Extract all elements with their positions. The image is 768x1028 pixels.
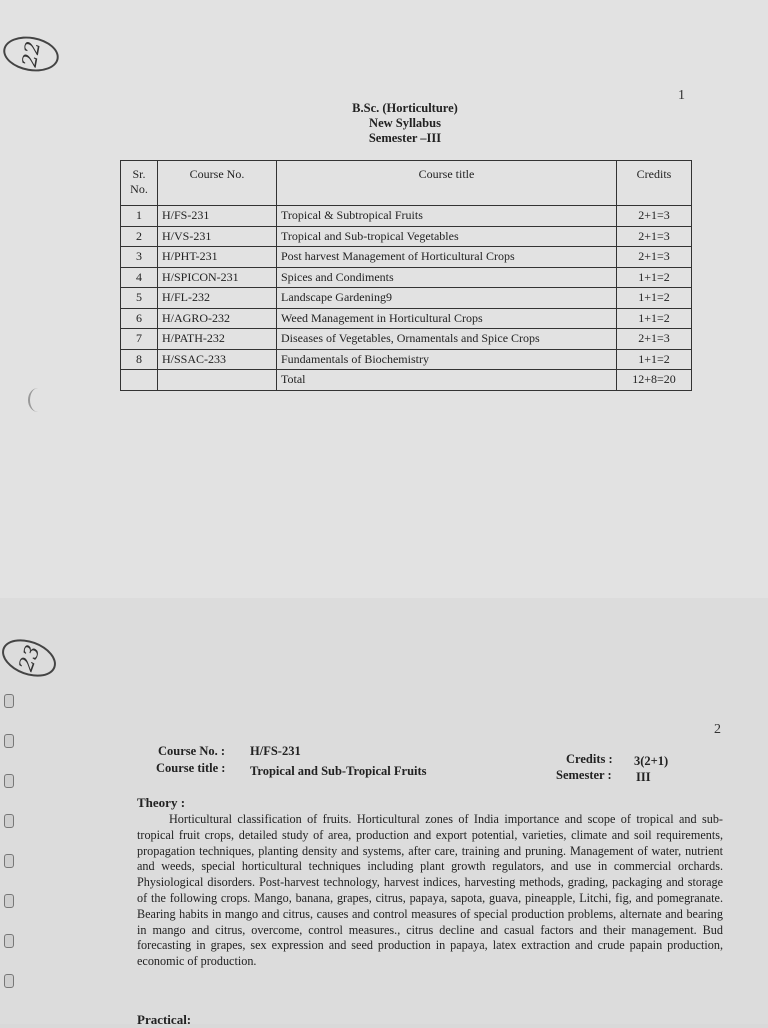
course-no-label: Course No. : bbox=[158, 744, 226, 758]
cell-credits: 1+1=2 bbox=[617, 267, 692, 288]
handwritten-page-mark: 22 bbox=[0, 32, 61, 75]
cell-credits: 2+1=3 bbox=[617, 226, 692, 247]
total-label: Total bbox=[277, 370, 617, 391]
punch-hole bbox=[4, 934, 14, 948]
table-total-row bbox=[121, 370, 692, 391]
cell-sr: 4 bbox=[121, 267, 158, 288]
page-number: 1 bbox=[678, 88, 685, 103]
cell-course-no: H/SSAC-233 bbox=[158, 349, 277, 370]
cell-credits: 2+1=3 bbox=[617, 206, 692, 227]
cell-title: Fundamentals of Biochemistry bbox=[277, 349, 617, 370]
cell-course-no: H/VS-231 bbox=[158, 226, 277, 247]
table-row bbox=[121, 226, 692, 247]
theory-heading: Theory : bbox=[137, 795, 186, 810]
course-table bbox=[120, 160, 692, 391]
table-row bbox=[121, 206, 692, 227]
header-course-no: Course No. bbox=[158, 161, 277, 206]
cell-course-no: H/SPICON-231 bbox=[158, 267, 277, 288]
cell-sr: 3 bbox=[121, 247, 158, 268]
theory-paragraph: Horticultural classification of fruits. Horticultural zones of India importance and scope of tropical and sub-tropical fruit crops, detailed study of area, production and export potential, varieties, climate and soil requirements, propagation techniques, planting density and systems, after care, training and pruning. Management of water, nutrient and weeds, special horticultural techniques including plant growth regulators, and use in commercial orchards. Physiological disorders. Post-harvest technology, harvest indices, harvesting methods, grading, packaging and storage of the following crops. Mango, banana, grapes, citrus, papaya, sapota, guava, pineapple, Litchi, fig, and pomegranate. Bearing habits in mango and citrus, causes and control measures of special production problems, alternate and bearing in mango and citrus, overcome, control measures., citrus decline and casual factors and their management. Bud forecasting in grapes, sex expression and seed production in papaya, latex extraction and crude papain production, economic of production. bbox=[137, 812, 723, 969]
punch-hole bbox=[4, 774, 14, 788]
credits-label: Credits : bbox=[566, 752, 613, 766]
heading-line-2: New Syllabus bbox=[369, 116, 441, 130]
punch-hole bbox=[4, 694, 14, 708]
table-row bbox=[121, 349, 692, 370]
cell-credits: 2+1=3 bbox=[617, 247, 692, 268]
table-row bbox=[121, 288, 692, 309]
practical-heading: Practical: bbox=[137, 1012, 192, 1027]
table-header-row bbox=[121, 161, 692, 206]
heading-line-1: B.Sc. (Horticulture) bbox=[352, 101, 458, 115]
syllabus-heading bbox=[300, 101, 510, 146]
cell-course-no: H/FL-232 bbox=[158, 288, 277, 309]
cell-sr: 6 bbox=[121, 308, 158, 329]
cell-title: Tropical & Subtropical Fruits bbox=[277, 206, 617, 227]
cell-course-no-empty bbox=[158, 370, 277, 391]
table-row bbox=[121, 329, 692, 350]
table-row bbox=[121, 247, 692, 268]
cell-course-no: H/AGRO-232 bbox=[158, 308, 277, 329]
header-credits: Credits bbox=[617, 161, 692, 206]
cell-credits: 1+1=2 bbox=[617, 349, 692, 370]
punch-hole bbox=[4, 734, 14, 748]
punch-hole bbox=[4, 814, 14, 828]
total-credits: 12+8=20 bbox=[617, 370, 692, 391]
cell-course-no: H/PHT-231 bbox=[158, 247, 277, 268]
cell-sr-empty bbox=[121, 370, 158, 391]
punch-hole bbox=[4, 974, 14, 988]
heading-line-3: Semester –III bbox=[368, 131, 442, 145]
table-row bbox=[121, 267, 692, 288]
credits-value: 3(2+1) bbox=[634, 754, 669, 768]
header-course-title: Course title bbox=[277, 161, 617, 206]
cell-title: Post harvest Management of Horticultural Crops bbox=[277, 247, 617, 268]
punch-hole bbox=[4, 894, 14, 908]
cell-title: Tropical and Sub-tropical Vegetables bbox=[277, 226, 617, 247]
cell-sr: 8 bbox=[121, 349, 158, 370]
cell-course-no: H/FS-231 bbox=[158, 206, 277, 227]
cell-course-no: H/PATH-232 bbox=[158, 329, 277, 350]
cell-sr: 5 bbox=[121, 288, 158, 309]
cell-title: Spices and Condiments bbox=[277, 267, 617, 288]
cell-credits: 1+1=2 bbox=[617, 308, 692, 329]
cell-sr: 2 bbox=[121, 226, 158, 247]
page-curl-mark bbox=[28, 388, 48, 412]
cell-title: Landscape Gardening9 bbox=[277, 288, 617, 309]
cell-title: Diseases of Vegetables, Ornamentals and Spice Crops bbox=[277, 329, 617, 350]
course-title-value: Tropical and Sub-Tropical Fruits bbox=[250, 764, 427, 778]
course-title-label: Course title : bbox=[156, 761, 226, 775]
cell-sr: 7 bbox=[121, 329, 158, 350]
page-number: 2 bbox=[714, 722, 721, 737]
semester-label: Semester : bbox=[556, 768, 612, 782]
table-row bbox=[121, 308, 692, 329]
cell-credits: 1+1=2 bbox=[617, 288, 692, 309]
cell-sr: 1 bbox=[121, 206, 158, 227]
header-sr-no: Sr. No. bbox=[121, 161, 158, 206]
handwritten-page-mark: 23 bbox=[0, 632, 61, 683]
punch-hole bbox=[4, 854, 14, 868]
semester-value: III bbox=[636, 770, 651, 784]
cell-title: Weed Management in Horticultural Crops bbox=[277, 308, 617, 329]
course-no-value: H/FS-231 bbox=[250, 744, 301, 758]
cell-credits: 2+1=3 bbox=[617, 329, 692, 350]
